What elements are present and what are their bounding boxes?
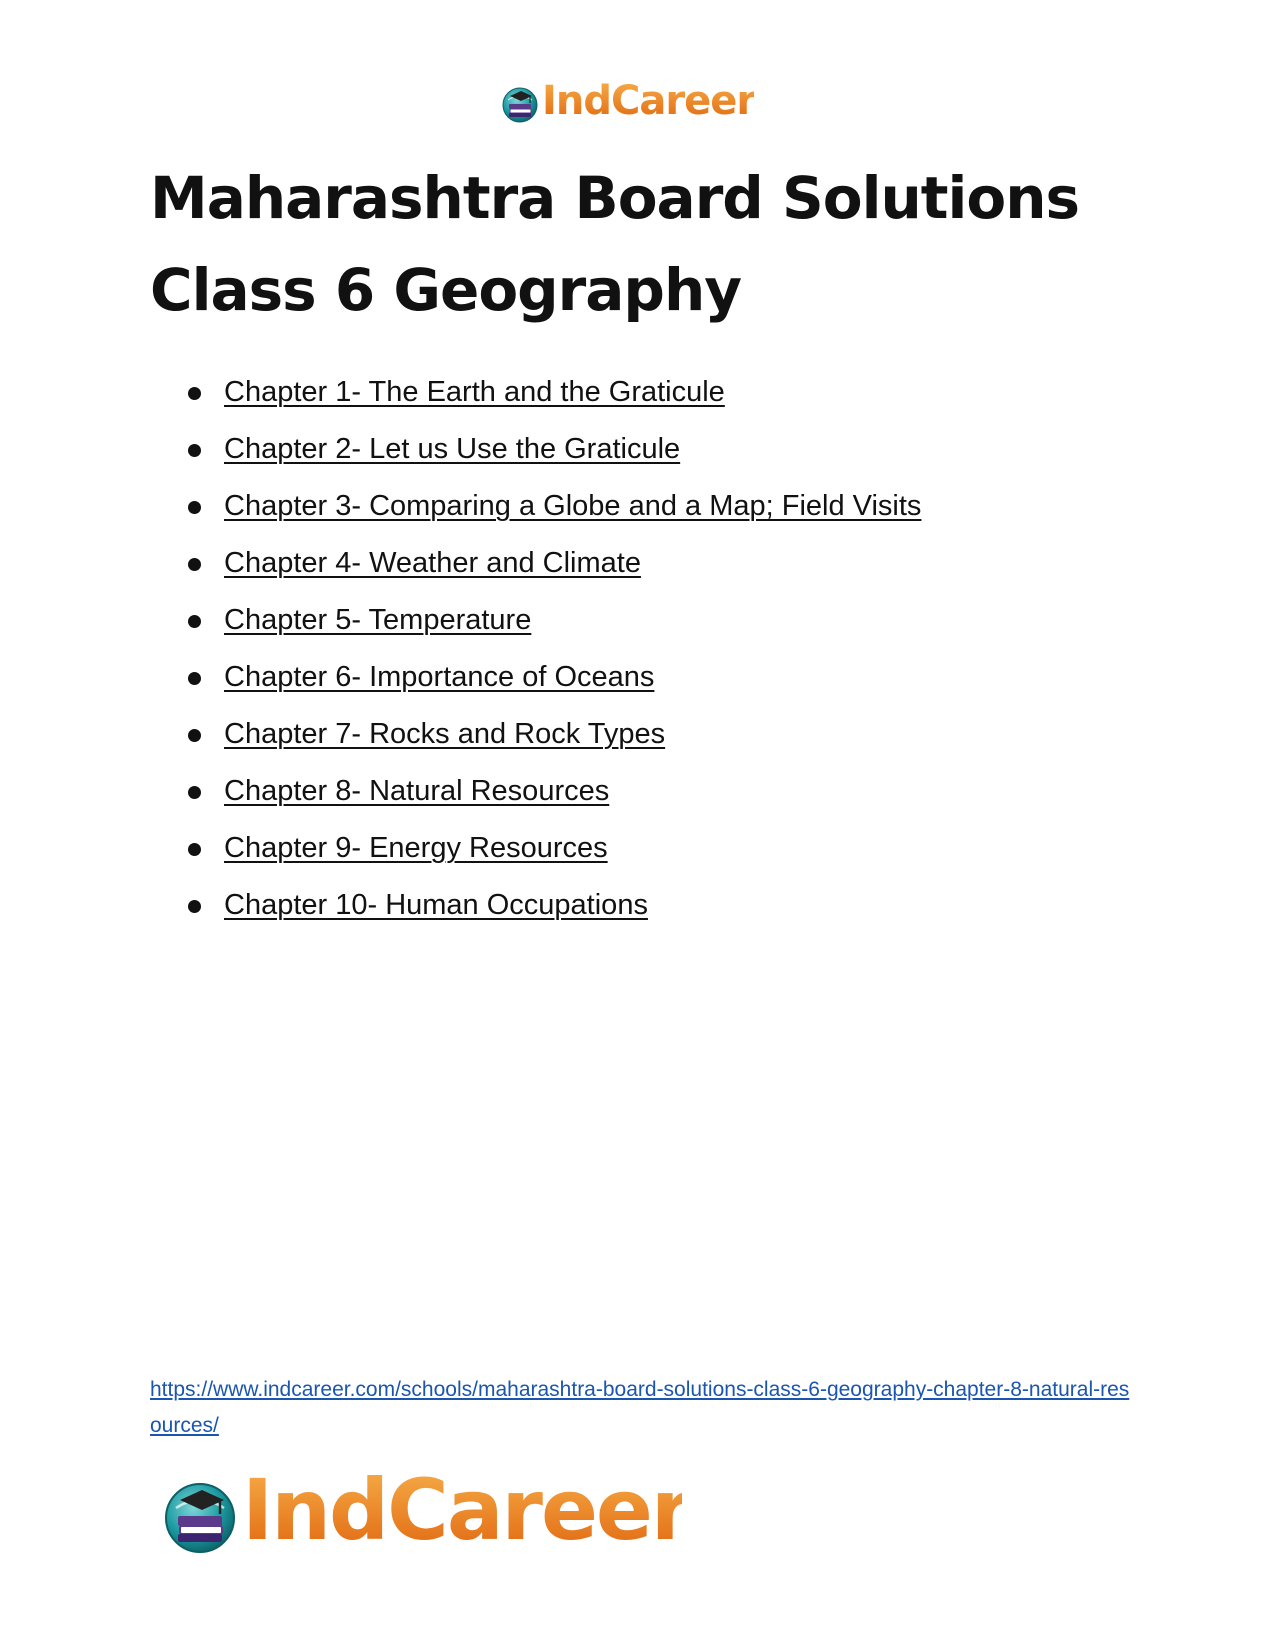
- source-url-link[interactable]: https://www.indcareer.com/schools/maharashtra-board-solutions-class-6-geography-chapter-8-natural-resources/: [150, 1378, 1130, 1437]
- chapter-link-10[interactable]: Chapter 10- Human Occupations: [224, 889, 648, 921]
- chapter-link-8[interactable]: Chapter 8- Natural Resources: [224, 775, 610, 807]
- bullet-icon: [188, 444, 201, 457]
- page-title: Maharashtra Board Solutions Class 6 Geography: [150, 164, 1080, 324]
- bullet-icon: [188, 843, 201, 856]
- list-item: [150, 600, 1150, 657]
- bullet-icon: [188, 729, 201, 742]
- list-item: [150, 885, 1150, 942]
- list-item: [150, 828, 1150, 885]
- chapter-link-4[interactable]: Chapter 4- Weather and Climate: [224, 547, 641, 579]
- chapter-link-6[interactable]: Chapter 6- Importance of Oceans: [224, 661, 655, 693]
- chapter-link-2[interactable]: Chapter 2- Let us Use the Graticule: [224, 433, 681, 465]
- chapter-link-5[interactable]: Chapter 5- Temperature: [224, 604, 532, 636]
- brand-wordmark: [242, 1463, 682, 1568]
- list-item: [150, 543, 1150, 600]
- globe-book-logo-icon: [500, 84, 540, 124]
- brand-name-text: IndCareer: [542, 78, 754, 122]
- bullet-icon: [188, 501, 201, 514]
- bullet-icon: [188, 615, 201, 628]
- list-item: [150, 771, 1150, 828]
- bullet-icon: [188, 672, 201, 685]
- list-item: [150, 714, 1150, 771]
- list-item: [150, 486, 1150, 543]
- top-logo: [500, 78, 754, 129]
- brand-wordmark: [542, 78, 754, 129]
- bottom-logo: [160, 1463, 682, 1568]
- list-item: [150, 372, 1150, 429]
- list-item: [150, 657, 1150, 714]
- brand-name-text: IndCareer: [242, 1463, 682, 1553]
- list-item: [150, 429, 1150, 486]
- bullet-icon: [188, 786, 201, 799]
- globe-book-logo-icon: [160, 1476, 240, 1556]
- chapter-link-7[interactable]: Chapter 7- Rocks and Rock Types: [224, 718, 666, 750]
- chapter-list: [150, 372, 1150, 942]
- chapter-link-1[interactable]: Chapter 1- The Earth and the Graticule: [224, 376, 725, 408]
- bullet-icon: [188, 900, 201, 913]
- chapter-link-9[interactable]: Chapter 9- Energy Resources: [224, 832, 608, 864]
- bullet-icon: [188, 387, 201, 400]
- chapter-link-3[interactable]: Chapter 3- Comparing a Globe and a Map; Field Visits: [224, 490, 922, 522]
- bullet-icon: [188, 558, 201, 571]
